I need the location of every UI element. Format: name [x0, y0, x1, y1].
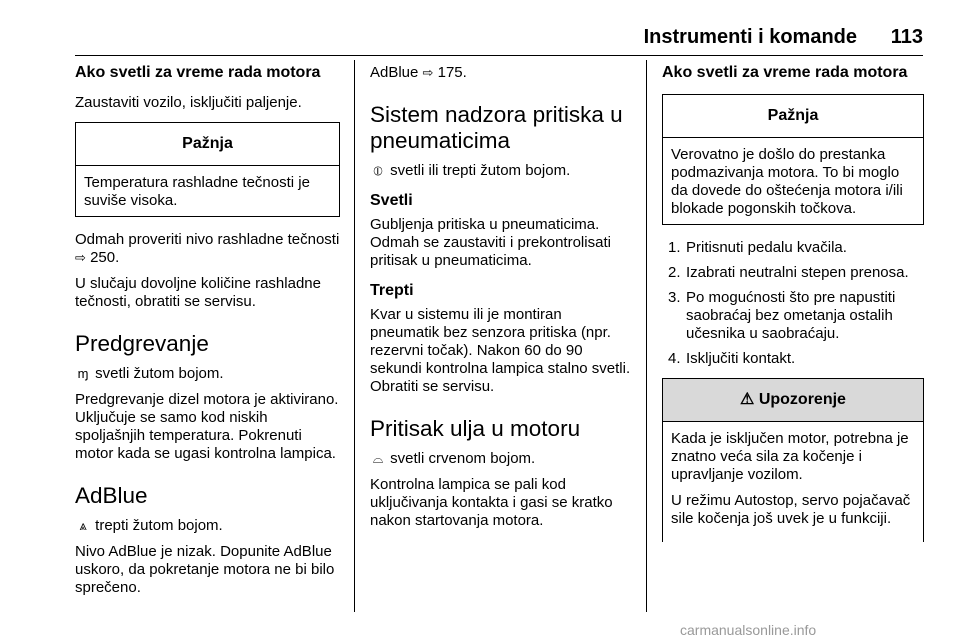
paragraph: ɱ svetli žutom bojom. [75, 365, 340, 383]
section-title-preheating: Predgrevanje [75, 331, 209, 356]
warning-title: ⚠ Upozorenje [663, 379, 923, 422]
paragraph: U slučaju dovoljne količine rashladne tečnosti, obratiti se servisu. [75, 275, 321, 310]
caution-title: Pažnja [76, 123, 339, 166]
column-2 [370, 62, 632, 538]
page-number: 113 [890, 26, 923, 48]
page-ref[interactable]: 250. [90, 249, 120, 266]
paragraph: AdBlue ⇨ 175. [370, 64, 467, 81]
paragraph: Gubljenja pritiska u pneumaticima. Odmah se zaustaviti i prekontrolisati pritisak u pneumaticima. [370, 216, 611, 269]
column-1 [75, 62, 340, 605]
paragraph: U režimu Autostop, servo pojačavač sile kočenja još uvek je u funkciji. [671, 492, 911, 527]
section-title-adblue: AdBlue [75, 483, 148, 508]
header-rule [75, 55, 923, 56]
adblue-icon: ⩓ [79, 518, 87, 533]
caution-text: Verovatno je došlo do prestanka podmazivanja motora. To bi moglo da dovede do oštećenja motora i/ili blokade pogonskih točkova. [671, 146, 903, 217]
column-divider-2 [646, 60, 647, 612]
subheading-flashing: Trepti [370, 282, 414, 299]
warning-triangle-icon: ⚠ [740, 391, 755, 408]
paragraph: Nivo AdBlue je nizak. Dopunite AdBlue uskoro, da pokretanje motora ne bi bilo sprečeno. [75, 543, 335, 596]
page-ref-arrow-icon[interactable]: ⇨ [75, 250, 86, 265]
oil-can-icon: ⌓ [372, 451, 384, 466]
caution-title: Pažnja [663, 95, 923, 138]
paragraph: ⦶ svetli ili trepti žutom bojom. [370, 162, 632, 180]
paragraph: Kontrolna lampica se pali kod uključivanja kontakta i gasi se kratko nakon startovanja motora. [370, 476, 613, 529]
list-item: 4. Isključiti kontakt. [668, 350, 796, 367]
section-title-oil-pressure: Pritisak ulja u motoru [370, 416, 581, 441]
caution-box [662, 94, 924, 225]
paragraph: Zaustaviti vozilo, isključiti paljenje. [75, 94, 302, 111]
list-item: 2. Izabrati neutralni stepen prenosa. [668, 264, 909, 281]
tire-pressure-icon: ⦶ [373, 163, 383, 178]
column-3 [662, 62, 924, 542]
page-header [75, 20, 923, 56]
paragraph: Odmah proveriti nivo rashladne tečnosti ⇨ 250. [75, 231, 340, 266]
section-title-tire-pressure: Sistem nadzora pritiska u pneumaticima [370, 102, 623, 153]
page-ref[interactable]: 175. [437, 64, 467, 81]
glow-plug-icon: ɱ [77, 366, 89, 381]
page-title: Instrumenti i komande [643, 26, 857, 48]
steps-list [662, 239, 924, 368]
paragraph: Kada je isključen motor, potrebna je znatno veća sila za kočenje i upravljanje vozilom. [671, 430, 909, 483]
paragraph: ⌓ svetli crvenom bojom. [370, 450, 632, 468]
column-divider-1 [354, 60, 355, 612]
warning-box [662, 378, 924, 542]
warning-text [663, 422, 923, 542]
paragraph: ⩓ trepti žutom bojom. [75, 517, 340, 535]
caution-text: Temperatura rashladne tečnosti je suviše visoka. [84, 174, 310, 209]
heading-engine-running: Ako svetli za vreme rada motora [75, 64, 321, 81]
heading-engine-running: Ako svetli za vreme rada motora [662, 64, 908, 81]
watermark: carmanualsonline.info [680, 622, 817, 638]
caution-box [75, 122, 340, 217]
paragraph: Predgrevanje dizel motora je aktivirano. Uključuje se samo kod niskih spoljašnjih temperatura. Pokrenuti motor kada se ugasi kontrolna lampica. [75, 391, 339, 462]
page-ref-arrow-icon[interactable]: ⇨ [422, 65, 434, 80]
list-item: 1. Pritisnuti pedalu kvačila. [668, 239, 847, 256]
subheading-lit: Svetli [370, 192, 413, 209]
paragraph: Kvar u sistemu ili je montiran pneumatik bez senzora pritiska (npr. rezervni točak). Nakon 60 do 90 sekundi kontrolna lampica stalno svetli. Obratiti se servisu. [370, 306, 631, 395]
list-item: 3. Po mogućnosti što pre napustiti saobraćaj bez ometanja ostalih učesnika u saobraćaju. [668, 289, 896, 342]
